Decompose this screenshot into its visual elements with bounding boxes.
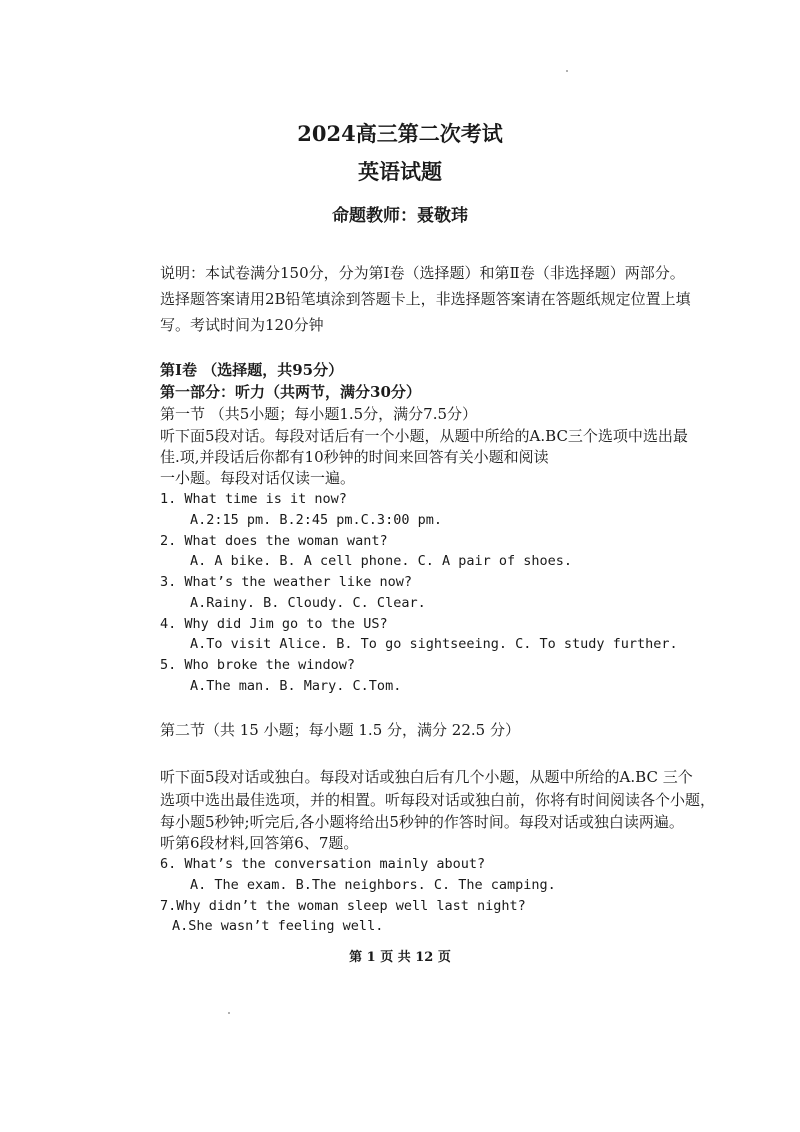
section2-directions-4: 听第6段材料,回答第6、7题。 [160, 834, 359, 852]
question-1-options: A.2:15 pm. B.2:45 pm.C.3:00 pm. [190, 512, 442, 528]
question-5-options: A.The man. B. Mary. C.Tom. [190, 678, 402, 694]
question-1: 1. What time is it now? [160, 491, 347, 507]
section1-directions-3: 一小题。每段对话仅读一遍。 [160, 469, 356, 487]
question-6: 6. What’s the conversation mainly about? [160, 856, 486, 872]
instructions-line-2: 选择题答案请用2B铅笔填涂到答题卡上，非选择题答案请在答题纸规定位置上填 [160, 290, 691, 308]
subject-title: 英语试题 [358, 159, 442, 184]
question-7-option-a: A.She wasn’t feeling well. [172, 918, 384, 934]
section1-directions-1: 听下面5段对话。每段对话后有一个小题，从题中所给的A.BC三个选项中选出最 [160, 427, 688, 445]
scan-speck [566, 70, 568, 72]
part-heading: 第一部分：听力（共两节，满分30分） [160, 383, 421, 401]
exam-title: 2024高三第二次考试 [297, 121, 503, 146]
section2-directions-2: 选项中选出最佳选项，并的相置。听每段对话或独白前，你将有时间阅读各个小题， [160, 791, 716, 809]
section1-directions-2: 佳.项,并段话后你都有10秒钟的时间来回答有关小题和阅读 [160, 448, 549, 466]
section1-heading: 第一节 （共5小题；每小题1.5分，满分7.5分） [160, 405, 478, 423]
scan-speck [228, 1012, 230, 1014]
section2-directions-3: 每小题5秒钟;听完后,各小题将给出5秒钟的作答时间。每段对话或独白读两遍。 [160, 813, 684, 831]
instructions-line-3: 写。考试时间为120分钟 [160, 316, 324, 334]
volume-heading: 第Ⅰ卷 （选择题，共95分） [160, 361, 344, 379]
question-4: 4. Why did Jim go to the US? [160, 616, 388, 632]
section2-heading: 第二节（共 15 小题；每小题 1.5 分，满分 22.5 分） [160, 721, 520, 739]
page-number: 第 1 页 共 12 页 [349, 950, 451, 965]
question-3-options: A.Rainy. B. Cloudy. C. Clear. [190, 595, 426, 611]
question-2: 2. What does the woman want? [160, 533, 388, 549]
question-2-options: A. A bike. B. A cell phone. C. A pair of shoes. [190, 553, 573, 569]
question-5: 5. Who broke the window? [160, 657, 356, 673]
question-7: 7.Why didn’t the woman sleep well last night? [160, 898, 526, 914]
question-6-options: A. The exam. B.The neighbors. C. The camping. [190, 877, 556, 893]
instructions-line-1: 说明：本试卷满分150分，分为第Ⅰ卷（选择题）和第Ⅱ卷（非选择题）两部分。 [160, 264, 685, 282]
author-line: 命题教师：聂敬玮 [332, 206, 468, 226]
section2-directions-1: 听下面5段对话或独白。每段对话或独白后有几个小题，从题中所给的A.BC 三个 [160, 768, 693, 786]
question-3: 3. What’s the weather like now? [160, 574, 412, 590]
question-4-options: A.To visit Alice. B. To go sightseeing. C. To study further. [190, 636, 678, 652]
